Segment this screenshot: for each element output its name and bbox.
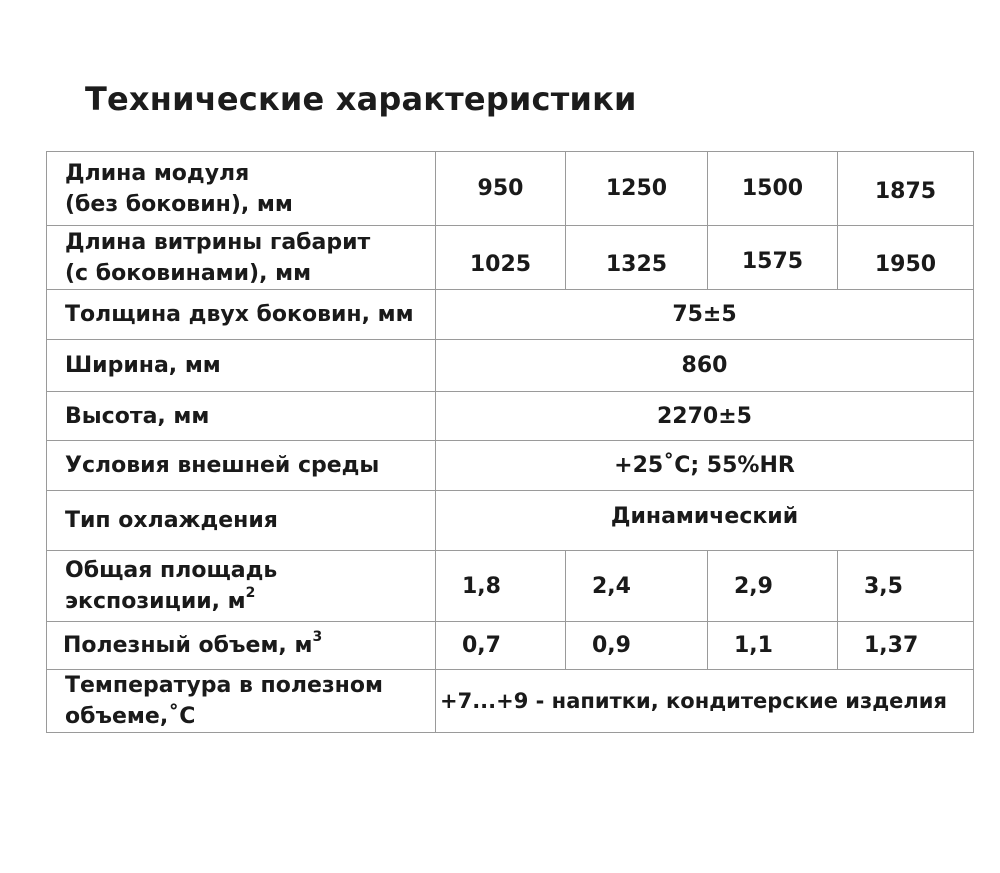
page-title: Технические характеристики — [85, 80, 637, 118]
row-label: Толщина двух боковин, мм — [47, 290, 436, 340]
row-label — [47, 622, 436, 670]
value-cell: 1250 — [566, 152, 708, 226]
row-label: Высота, мм — [47, 392, 436, 441]
table-row — [47, 152, 974, 226]
row-label-line: Длина модуля — [65, 160, 250, 186]
row-label-line: Общая площадь — [65, 558, 278, 583]
row-label: Ширина, мм — [47, 340, 436, 392]
value-cell: 1950 — [838, 226, 974, 290]
value-cell: 75±5 — [436, 290, 974, 340]
value-cell: 2270±5 — [436, 392, 974, 441]
value-cell: Динамический — [436, 491, 974, 551]
row-label — [47, 152, 436, 226]
value-cell: 3,5 — [838, 551, 974, 622]
table-row — [47, 622, 974, 670]
table-row — [47, 670, 974, 733]
row-label-line: объеме,˚С — [65, 704, 196, 729]
value-cell: 1325 — [566, 226, 708, 290]
table-row — [47, 551, 974, 622]
value-cell: 1025 — [436, 226, 566, 290]
value-cell: 2,4 — [566, 551, 708, 622]
table-row — [47, 340, 974, 392]
value-cell: 1,37 — [838, 622, 974, 670]
table-row — [47, 290, 974, 340]
row-label — [47, 226, 436, 290]
value-cell: 0,7 — [436, 622, 566, 670]
row-label-line: (с боковинами), мм — [65, 260, 312, 286]
value-cell: 1,1 — [708, 622, 838, 670]
value-cell: 1575 — [708, 226, 838, 290]
value-cell: 860 — [436, 340, 974, 392]
value-cell: 1,8 — [436, 551, 566, 622]
value-cell: +7...+9 - напитки, кондитерские изделия — [436, 670, 974, 733]
value-cell: 0,9 — [566, 622, 708, 670]
value-cell: 1500 — [708, 152, 838, 226]
row-label-text: экспозиции, м — [65, 589, 246, 614]
row-label-line: (без боковин), мм — [65, 191, 293, 217]
table-row — [47, 441, 974, 491]
row-label: Тип охлаждения — [47, 491, 436, 551]
specifications-table — [46, 151, 974, 733]
row-label: Условия внешней среды — [47, 441, 436, 491]
unit-superscript: 3 — [312, 628, 323, 645]
row-label-line: Температура в полезном — [65, 673, 383, 698]
table-row — [47, 226, 974, 290]
value-cell: 2,9 — [708, 551, 838, 622]
value-cell: 1875 — [838, 152, 974, 226]
row-label-text: Полезный объем, м — [63, 633, 313, 658]
row-label-line: Длина витрины габарит — [65, 229, 371, 255]
row-label — [47, 551, 436, 622]
table-row — [47, 491, 974, 551]
row-label — [47, 670, 436, 733]
value-cell: 950 — [436, 152, 566, 226]
row-label-line — [65, 586, 435, 617]
value-cell: +25˚С; 55%HR — [436, 441, 974, 491]
unit-superscript: 2 — [245, 584, 256, 601]
table-row — [47, 392, 974, 441]
